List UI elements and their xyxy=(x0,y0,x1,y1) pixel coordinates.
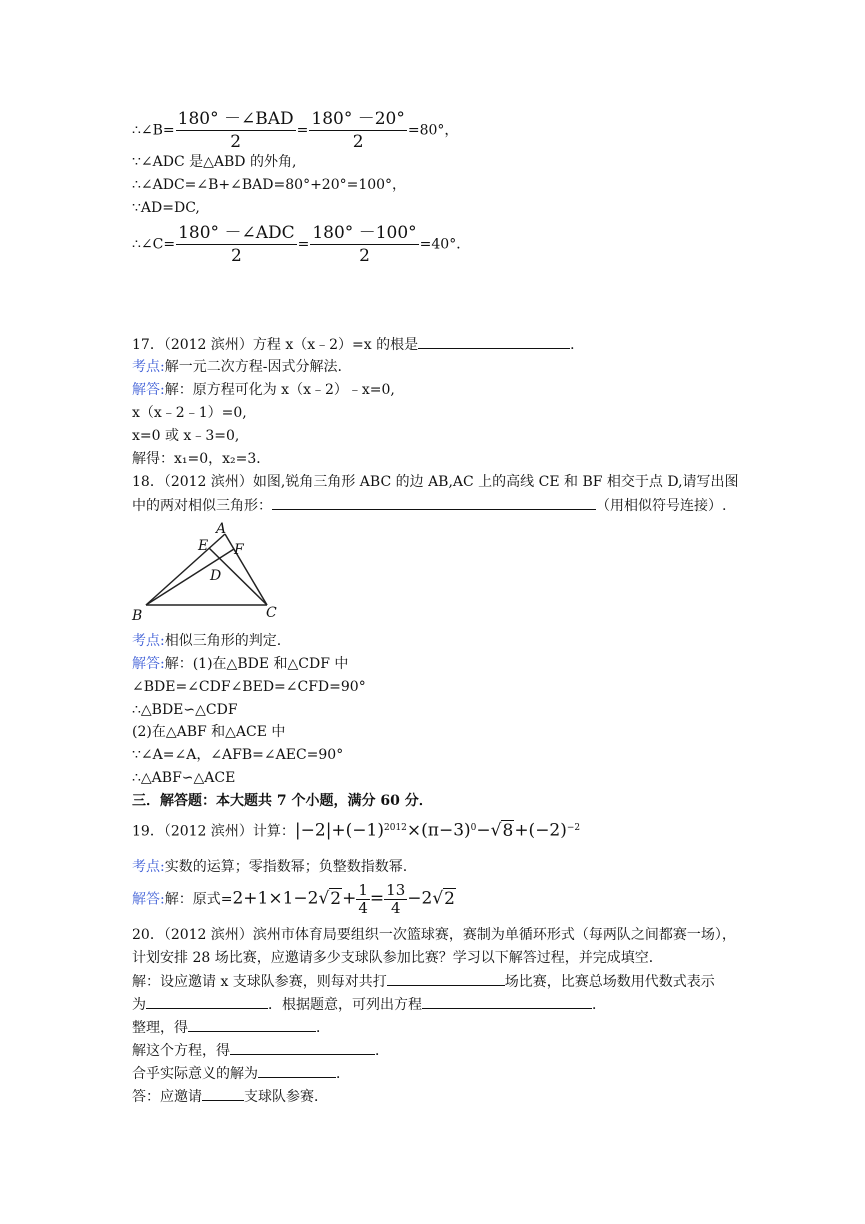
text: ． xyxy=(375,1043,389,1059)
text: 中的两对相似三角形： xyxy=(132,498,272,514)
math: +(−2) xyxy=(514,820,567,841)
text: ∴∠B= xyxy=(132,122,175,139)
denominator: 2 xyxy=(352,132,364,152)
denominator: 4 xyxy=(390,899,401,917)
text-line: ∵∠A=∠A，∠AFB=∠AEC=90° xyxy=(132,747,344,763)
text: ．根据题意，可列出方程 xyxy=(268,997,422,1013)
text: 解：原式= xyxy=(164,891,233,908)
q20-line-7 xyxy=(132,1063,350,1084)
text: 实数的运算；零指数幂；负整数指数幂. xyxy=(164,859,408,875)
q18-kaodian xyxy=(132,631,281,651)
q20-line-6 xyxy=(132,1040,389,1061)
text: ． xyxy=(570,337,585,353)
text-line: x=0 或 x﹣3=0, xyxy=(132,428,240,444)
radicand: 8 xyxy=(502,820,514,841)
label-d: D xyxy=(210,568,222,584)
fraction xyxy=(176,222,297,267)
label-e: E xyxy=(198,538,209,554)
text: 17．（2012 滨州）方程 x（x﹣2）=x 的根是 xyxy=(132,337,419,353)
q20-line-4 xyxy=(132,994,606,1015)
text: 场比赛，比赛总场数用代数式表示 xyxy=(504,974,715,990)
q19-stem: 19．（2012 滨州）计算：$|-2|+(-1)^{2012}\times(\pi-3)^0-√8+(-2)^{-2}$ xyxy=(132,820,581,841)
text: 相似三角形的判定. xyxy=(164,633,282,649)
text-line: ∴△ABF∽△ACE xyxy=(132,770,236,786)
answer-blank[interactable] xyxy=(230,1040,375,1055)
text: 合乎实际意义的解为 xyxy=(132,1066,258,1082)
text: 支球队参赛． xyxy=(244,1089,328,1105)
answer-blank[interactable] xyxy=(272,495,596,510)
text-line: (2)在△ABF 和△ACE 中 xyxy=(132,724,286,740)
math: 2+1×1−2 xyxy=(232,888,319,909)
answer-blank[interactable] xyxy=(188,1017,316,1032)
text-line: ∴△BDE∽△CDF xyxy=(132,702,238,718)
text: 解：原方程可化为 x（x﹣2）﹣x=0, xyxy=(164,382,395,398)
text-line: ∵AD=DC, xyxy=(132,200,200,216)
q18-stem: 18．（2012 滨州）如图,锐角三角形 ABC 的边 AB,AC 上的高线 CE 和 BF 相交于点 D,请写出图 xyxy=(132,474,739,490)
section-heading: 三．解答题：本大题共 7 个小题，满分 60 分． xyxy=(132,793,433,809)
text: 解一元二次方程-因式分解法. xyxy=(164,359,342,375)
text: 为 xyxy=(132,997,146,1013)
numerator: 180° －∠ADC xyxy=(178,223,295,243)
text: ． xyxy=(316,1020,330,1036)
text: 解这个方程，得 xyxy=(132,1043,230,1059)
answer-blank[interactable] xyxy=(202,1086,244,1101)
label: 考点: xyxy=(132,359,165,375)
label: 考点: xyxy=(132,859,165,875)
fraction xyxy=(356,882,370,917)
q17-kaodian xyxy=(132,357,342,377)
label: 解答: xyxy=(132,891,165,908)
q19-kaodian xyxy=(132,857,407,877)
q17-stem xyxy=(132,334,584,355)
text: = xyxy=(296,122,309,139)
label: 考点: xyxy=(132,633,165,649)
answer-blank[interactable] xyxy=(387,971,505,986)
label-c: C xyxy=(266,605,277,621)
text: 整理，得 xyxy=(132,1020,188,1036)
denominator: 4 xyxy=(358,899,368,917)
fraction xyxy=(309,108,406,153)
fraction xyxy=(384,882,407,917)
angle-b-line xyxy=(132,108,458,153)
answer-blank[interactable] xyxy=(258,1063,336,1078)
math: ×(π−3) xyxy=(406,820,471,841)
math: + xyxy=(342,888,357,909)
fraction xyxy=(176,108,296,153)
triangle-figure xyxy=(130,520,290,624)
fraction xyxy=(310,222,418,267)
text: 解：(1)在△BDE 和△CDF 中 xyxy=(164,656,349,672)
answer-blank[interactable] xyxy=(418,334,570,349)
math: −2 xyxy=(407,888,433,909)
label-b: B xyxy=(132,608,143,624)
text: 答：应邀请 xyxy=(132,1089,202,1105)
q18-stem-2 xyxy=(132,495,726,516)
numerator: 180° －20° xyxy=(311,109,405,129)
answer-blank[interactable] xyxy=(422,994,592,1009)
text: =40°． xyxy=(419,236,471,253)
q18-answer xyxy=(132,654,348,674)
math: − xyxy=(476,820,491,841)
exponent: −2 xyxy=(566,823,581,833)
text: （用相似符号连接）. xyxy=(596,498,727,514)
q20-line-8 xyxy=(132,1086,328,1107)
label-a: A xyxy=(216,521,227,537)
radicand: 2 xyxy=(444,888,455,909)
exponent: 2012 xyxy=(384,823,407,833)
q20-line-5 xyxy=(132,1017,330,1038)
text: ． xyxy=(592,997,606,1013)
text: =80°， xyxy=(407,122,459,139)
q20-line-1: 20．（2012 滨州）滨州市体育局要组织一次篮球赛，赛制为单循环形式（每两队之间都赛一场）， xyxy=(132,927,736,943)
text-line: 解得：x₁=0，x₂=3． xyxy=(132,451,271,467)
text: = xyxy=(297,236,310,253)
math: |−2|+(−1) xyxy=(294,820,384,841)
angle-c-line xyxy=(132,222,470,267)
numerator: 1 xyxy=(358,881,368,899)
numerator: 13 xyxy=(386,881,406,899)
label: 解答: xyxy=(132,382,165,398)
math: = xyxy=(369,888,385,909)
text-line: ∠BDE=∠CDF∠BED=∠CFD=90° xyxy=(132,679,366,695)
radicand: 2 xyxy=(330,888,342,909)
q19-answer: 解答:解：原式=2+1×1−2√2+ $\frac{1}{4}$ = $\frac{13}{4}$ −2√2 xyxy=(132,881,455,917)
label-f: F xyxy=(234,542,244,558)
exponent: 0 xyxy=(470,823,477,833)
denominator: 2 xyxy=(359,246,370,266)
answer-blank[interactable] xyxy=(146,994,268,1009)
q20-line-3 xyxy=(132,971,715,992)
text: 19．（2012 滨州）计算： xyxy=(132,823,295,840)
q20-line-2: 计划安排 28 场比赛，应邀请多少支球队参加比赛？学习以下解答过程，并完成填空． xyxy=(132,950,663,966)
denominator: 2 xyxy=(230,132,242,152)
numerator: 180° －∠BAD xyxy=(177,109,294,129)
text-line: ∵∠ADC 是△ABD 的外角, xyxy=(132,154,297,170)
text: ∴∠C= xyxy=(132,236,176,253)
q17-answer xyxy=(132,380,395,400)
text-line: ∴∠ADC=∠B+∠BAD=80°+20°=100°， xyxy=(132,177,407,193)
label: 解答: xyxy=(132,656,165,672)
text: 解：设应邀请 x 支球队参赛，则每对共打 xyxy=(132,974,387,990)
text: ． xyxy=(336,1066,350,1082)
numerator: 180° －100° xyxy=(312,223,417,243)
text-line: x（x﹣2﹣1）=0, xyxy=(132,405,247,421)
denominator: 2 xyxy=(230,246,242,266)
